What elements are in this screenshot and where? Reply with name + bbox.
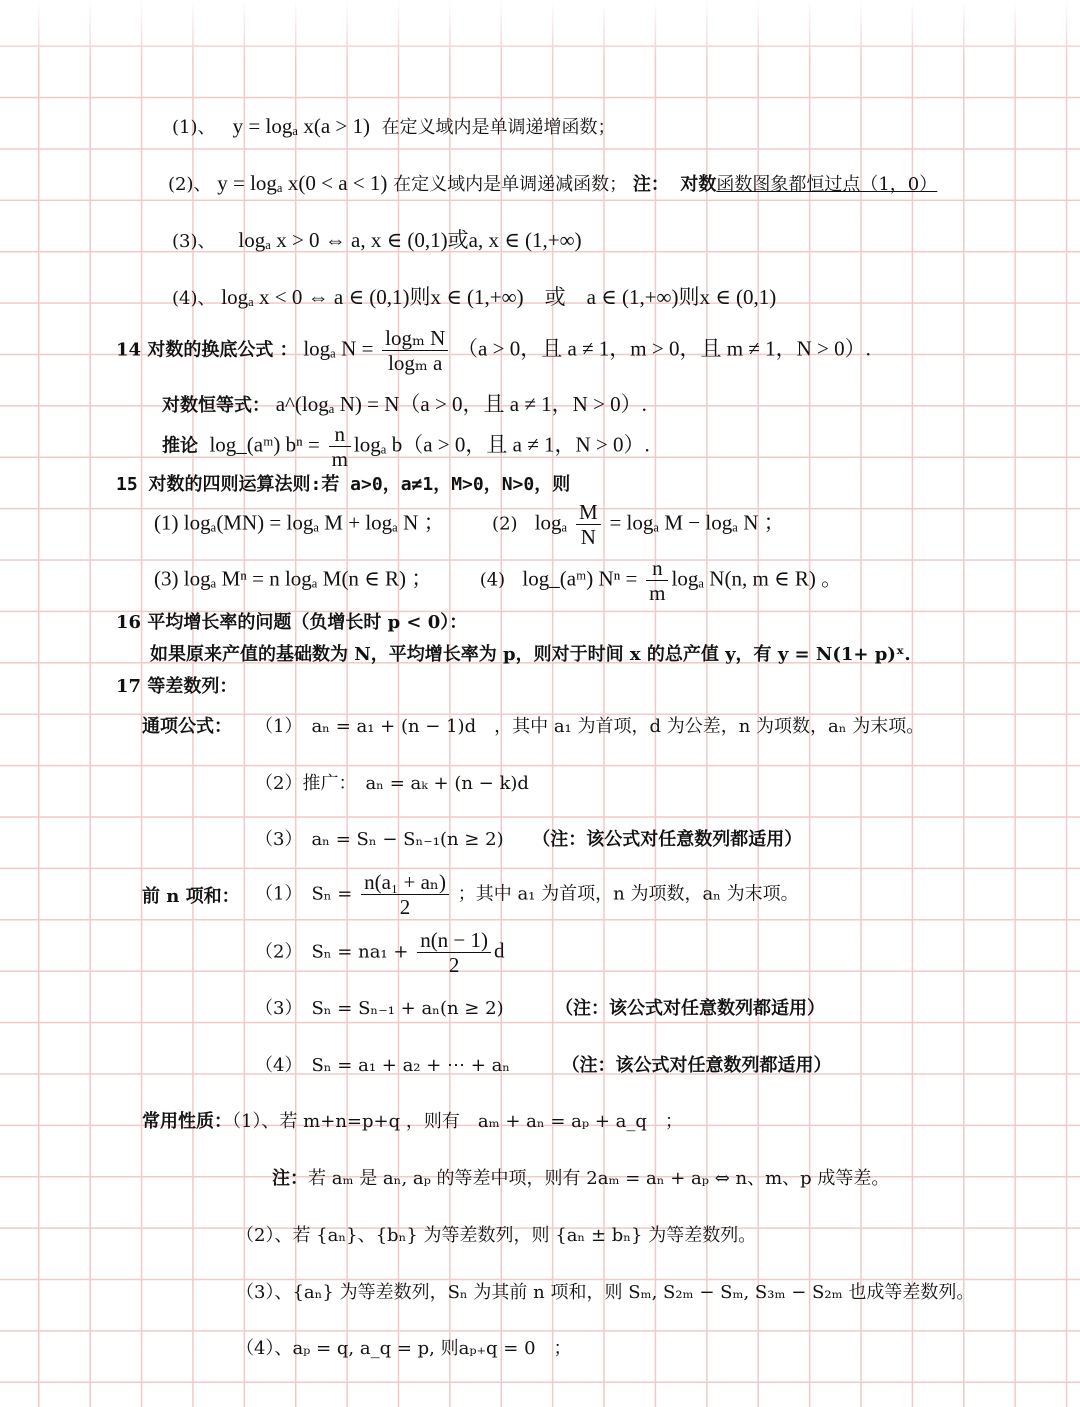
general-term-3: （3） aₙ = Sₙ − Sₙ₋₁(n ≥ 2) （注：该公式对任意数列都适用） — [255, 829, 803, 850]
fraction: $\frac{M}{N}$ — [576, 500, 601, 549]
log-prop-3: (3)、 logₐ x > 0 ⇔ a, x ∈ (0,1)或a, x ∈ (1,+∞) — [172, 228, 582, 252]
formula: logₐ x > 0 ⇔ a, x ∈ (0,1)或a, x ∈ (1,+∞) — [238, 228, 582, 252]
formula: logₐ x < 0 ⇔ a ∈ (0,1)则x ∈ (1,+∞) 或 a ∈ (1,+∞)则x ∈ (0,1) — [221, 285, 777, 309]
general-term-label: 通项公式： — [142, 716, 232, 737]
log-identity: 对数恒等式： a^(logₐ N) = N（a > 0，且 a ≠ 1，N > 0）. — [162, 392, 647, 416]
common-property-3: （3）、{aₙ} 为等差数列，Sₙ 为其前 n 项和，则 Sₘ, S₂ₘ − Sₘ, S₃ₘ − S₂ₘ 也成等差数列。 — [236, 1282, 975, 1303]
common-property-1: 常用性质：（1）、若 m+n=p+q ，则有 aₘ + aₙ = aₚ + a_q ； — [142, 1111, 683, 1132]
formula: y = logₐ x(a > 1) — [232, 114, 370, 138]
sum-formula-4: （4） Sₙ = a₁ + a₂ + ⋯ + aₙ （注：该公式对任意数列都适用） — [255, 1055, 832, 1076]
log-rules-row-1: (1) logₐ(MN) = logₐ M + logₐ N ； (2) logₐ $\frac{M}{N}$ = logₐ M − logₐ N ； — [154, 500, 785, 550]
log-prop-1: (1)、 y = logₐ x(a > 1) 在定义域内是单调递增函数； — [172, 114, 616, 138]
fraction: $\frac{n}{m}$ — [329, 422, 351, 471]
top-fade — [0, 0, 1080, 60]
general-term-2: （2）推广： aₙ = aₖ + (n − k)d — [255, 773, 529, 794]
fraction: $\frac{\text{logₘ N}}{\text{logₘ a}}$ — [382, 326, 448, 375]
log-prop-2: (2)、 y = logₐ x(0 < a < 1) 在定义域内是单调递减函数； 注： 对数函数图象都恒过点（1，0） — [168, 171, 938, 195]
formula: y = logₐ x(0 < a < 1) — [217, 171, 388, 195]
section-16-title: 16 平均增长率的问题（负增长时 p < 0）： — [116, 612, 468, 633]
sum-formula-3: （3） Sₙ = Sₙ₋₁ + aₙ(n ≥ 2) （注：该公式对任意数列都适用） — [255, 998, 826, 1019]
common-property-note: 注：若 aₘ 是 aₙ, aₚ 的等差中项，则有 2aₘ = aₙ + aₚ ⇔ n、m、p 成等差。 — [272, 1168, 890, 1189]
log-rules-row-2: (3) logₐ Mⁿ = n logₐ M(n ∈ R) ； (4) log_(aᵐ) Nⁿ = $\frac{n}{m}$ logₐ N(n, m ∈ R) 。 — [154, 556, 843, 606]
sum-formula-2: （2） Sₙ = na₁ + $\frac{n(n - 1)}{2}$ d — [255, 928, 505, 978]
sum-label: 前 n 项和： — [142, 886, 240, 907]
log-prop-4: (4)、 logₐ x < 0 ⇔ a ∈ (0,1)则x ∈ (1,+∞) 或 a ∈ (1,+∞)则x ∈ (0,1) — [172, 285, 777, 309]
fraction: $\frac{n(n - 1)}{2}$ — [417, 928, 491, 977]
general-term-1: （1） aₙ = a₁ + (n − 1)d ，其中 a₁ 为首项，d 为公差，n 为项数，aₙ 为末项。 — [255, 716, 925, 737]
common-property-4: （4）、aₚ = q, a_q = p, 则aₚ₊q = 0 ； — [236, 1338, 572, 1359]
common-property-2: （2）、若 {aₙ}、{bₙ} 为等差数列，则 {aₙ ± bₙ} 为等差数列。 — [236, 1225, 757, 1246]
section-17-title: 17 等差数列： — [116, 676, 238, 697]
sum-formula-1: （1） Sₙ = $\frac{\text{n(a₁ + aₙ)}}{2}$ ；其中 a₁ 为首项，n 为项数，aₙ 为末项。 — [255, 870, 799, 920]
section-15-title: 15 对数的四则运算法则:若 a>0，a≠1，M>0，N>0，则 — [116, 474, 571, 495]
log-corollary: 推论 log_(aᵐ) bⁿ = $\frac{n}{m}$ logₐ b（a > 0，且 a ≠ 1，N > 0）. — [162, 422, 650, 472]
fraction: $\frac{n}{m}$ — [646, 556, 668, 605]
section-14-change-of-base: 14 对数的换底公式 ： logₐ N = $\frac{\text{logₘ N}}{\text{logₘ a}}$ （a > 0，且 a ≠ 1，m > 0，且 m ≠ 1，N > 0）. — [116, 326, 871, 376]
fraction: $\frac{\text{n(a₁ + aₙ)}}{2}$ — [361, 870, 449, 919]
section-16-text: 如果原来产值的基础数为 N，平均增长率为 p，则对于时间 x 的总产值 y，有 y = N(1+ p)ˣ. — [150, 644, 911, 665]
